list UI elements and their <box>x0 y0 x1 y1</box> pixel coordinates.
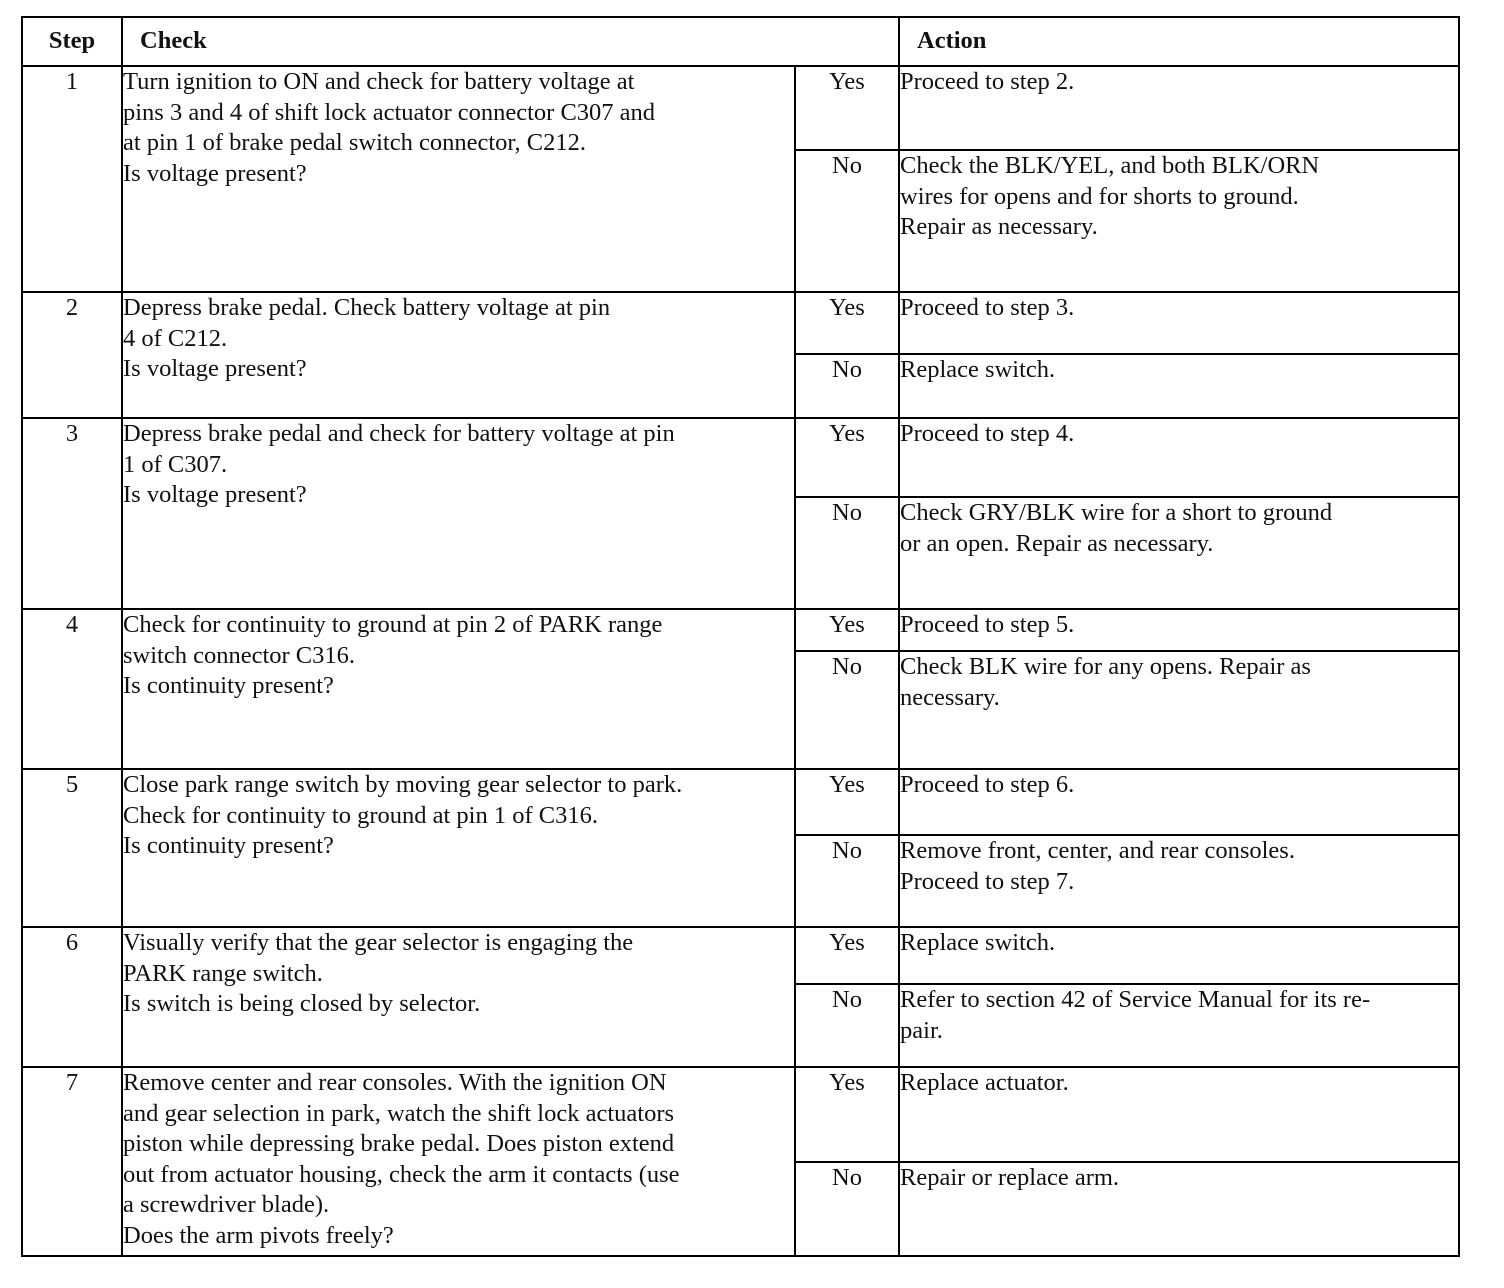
check-line: Remove center and rear consoles. With the ignition ON <box>123 1069 667 1096</box>
check-line: Is switch is being closed by selector. <box>123 990 481 1017</box>
check-text <box>122 927 795 1067</box>
step-number: 6 <box>22 927 122 1067</box>
check-line: Is voltage present? <box>123 355 307 382</box>
check-line: PARK range switch. <box>123 959 323 987</box>
no-action <box>899 651 1459 769</box>
check-line: Is continuity present? <box>123 672 334 699</box>
action-line: Replace actuator. <box>900 1069 1069 1096</box>
action-line: Repair or replace arm. <box>900 1164 1120 1191</box>
no-label: No <box>795 835 899 927</box>
header-action: Action <box>899 17 1459 66</box>
diagnostic-document <box>21 16 1458 1257</box>
check-text <box>122 1067 795 1256</box>
check-text <box>122 418 795 609</box>
no-label: No <box>795 150 899 292</box>
no-label: No <box>795 497 899 609</box>
check-text <box>122 66 795 292</box>
action-line: Proceed to step 3. <box>900 294 1075 321</box>
yes-action <box>899 1067 1459 1162</box>
yes-action <box>899 769 1459 835</box>
no-label: No <box>795 651 899 769</box>
yes-action <box>899 418 1459 497</box>
check-text <box>122 292 795 418</box>
yes-action <box>899 609 1459 651</box>
no-action <box>899 1162 1459 1256</box>
check-line: Check for continuity to ground at pin 1 of C316. <box>123 801 598 829</box>
no-action <box>899 497 1459 609</box>
action-line: necessary. <box>900 683 1000 711</box>
action-line: Proceed to step 6. <box>900 771 1075 798</box>
no-label: No <box>795 984 899 1067</box>
check-line: out from actuator housing, check the arm it contacts (use <box>123 1160 680 1188</box>
action-line: Repair as necessary. <box>900 213 1098 240</box>
check-line: Is continuity present? <box>123 832 334 859</box>
action-line: Replace switch. <box>900 356 1056 383</box>
table-row <box>22 66 1459 150</box>
no-label: No <box>795 354 899 418</box>
check-line: piston while depressing brake pedal. Does piston extend <box>123 1130 675 1157</box>
check-line: pins 3 and 4 of shift lock actuator connector C307 and <box>123 98 656 126</box>
diagnostic-table <box>21 16 1460 1257</box>
table-row <box>22 418 1459 497</box>
check-text <box>122 609 795 769</box>
check-line: 1 of C307. <box>123 450 228 478</box>
action-line: Proceed to step 7. <box>900 867 1075 895</box>
yes-action <box>899 66 1459 150</box>
check-line: Depress brake pedal and check for battery voltage at pin <box>123 420 675 447</box>
table-body <box>22 66 1459 1256</box>
check-line: Visually verify that the gear selector is engaging the <box>123 929 634 956</box>
check-line: Depress brake pedal. Check battery voltage at pin <box>123 294 611 321</box>
yes-action <box>899 927 1459 984</box>
step-number: 7 <box>22 1067 122 1256</box>
action-line: Proceed to step 4. <box>900 420 1075 447</box>
action-line: pair. <box>900 1016 943 1044</box>
action-line: Replace switch. <box>900 929 1056 956</box>
check-line: Does the arm pivots freely? <box>123 1221 394 1249</box>
check-line: at pin 1 of brake pedal switch connector, C212. <box>123 129 587 156</box>
check-line: Is voltage present? <box>123 159 307 187</box>
check-line: and gear selection in park, watch the shift lock actuators <box>123 1099 675 1127</box>
check-line: switch connector C316. <box>123 641 356 669</box>
no-action <box>899 150 1459 292</box>
action-line: Proceed to step 2. <box>900 68 1075 95</box>
step-number: 1 <box>22 66 122 292</box>
no-action <box>899 835 1459 927</box>
table-row <box>22 927 1459 984</box>
action-line: Check BLK wire for any opens. Repair as <box>900 653 1311 680</box>
check-text <box>122 769 795 927</box>
step-number: 5 <box>22 769 122 927</box>
table-row <box>22 769 1459 835</box>
header-check: Check <box>122 17 899 66</box>
yes-label: Yes <box>795 609 899 651</box>
step-number: 4 <box>22 609 122 769</box>
table-row <box>22 609 1459 651</box>
check-line: 4 of C212. <box>123 324 228 352</box>
yes-label: Yes <box>795 418 899 497</box>
action-line: Check the BLK/YEL, and both BLK/ORN <box>900 152 1320 179</box>
step-number: 2 <box>22 292 122 418</box>
step-number: 3 <box>22 418 122 609</box>
table-row <box>22 1067 1459 1162</box>
yes-label: Yes <box>795 292 899 354</box>
yes-label: Yes <box>795 66 899 150</box>
action-line: Proceed to step 5. <box>900 611 1075 638</box>
check-line: Close park range switch by moving gear selector to park. <box>123 771 683 798</box>
action-line: Check GRY/BLK wire for a short to ground <box>900 499 1333 526</box>
action-line: Refer to section 42 of Service Manual for its re- <box>900 986 1371 1013</box>
yes-action <box>899 292 1459 354</box>
check-line: Turn ignition to ON and check for battery voltage at <box>123 68 635 95</box>
check-line: a screwdriver blade). <box>123 1191 330 1218</box>
no-label: No <box>795 1162 899 1256</box>
table-row <box>22 292 1459 354</box>
check-line: Check for continuity to ground at pin 2 of PARK range <box>123 611 663 638</box>
header-step: Step <box>22 17 122 66</box>
action-line: Remove front, center, and rear consoles. <box>900 837 1295 864</box>
action-line: wires for opens and for shorts to ground. <box>900 182 1299 210</box>
no-action <box>899 354 1459 418</box>
yes-label: Yes <box>795 927 899 984</box>
no-action <box>899 984 1459 1067</box>
action-line: or an open. Repair as necessary. <box>900 529 1214 557</box>
yes-label: Yes <box>795 769 899 835</box>
header-row <box>22 17 1459 66</box>
check-line: Is voltage present? <box>123 481 307 508</box>
yes-label: Yes <box>795 1067 899 1162</box>
